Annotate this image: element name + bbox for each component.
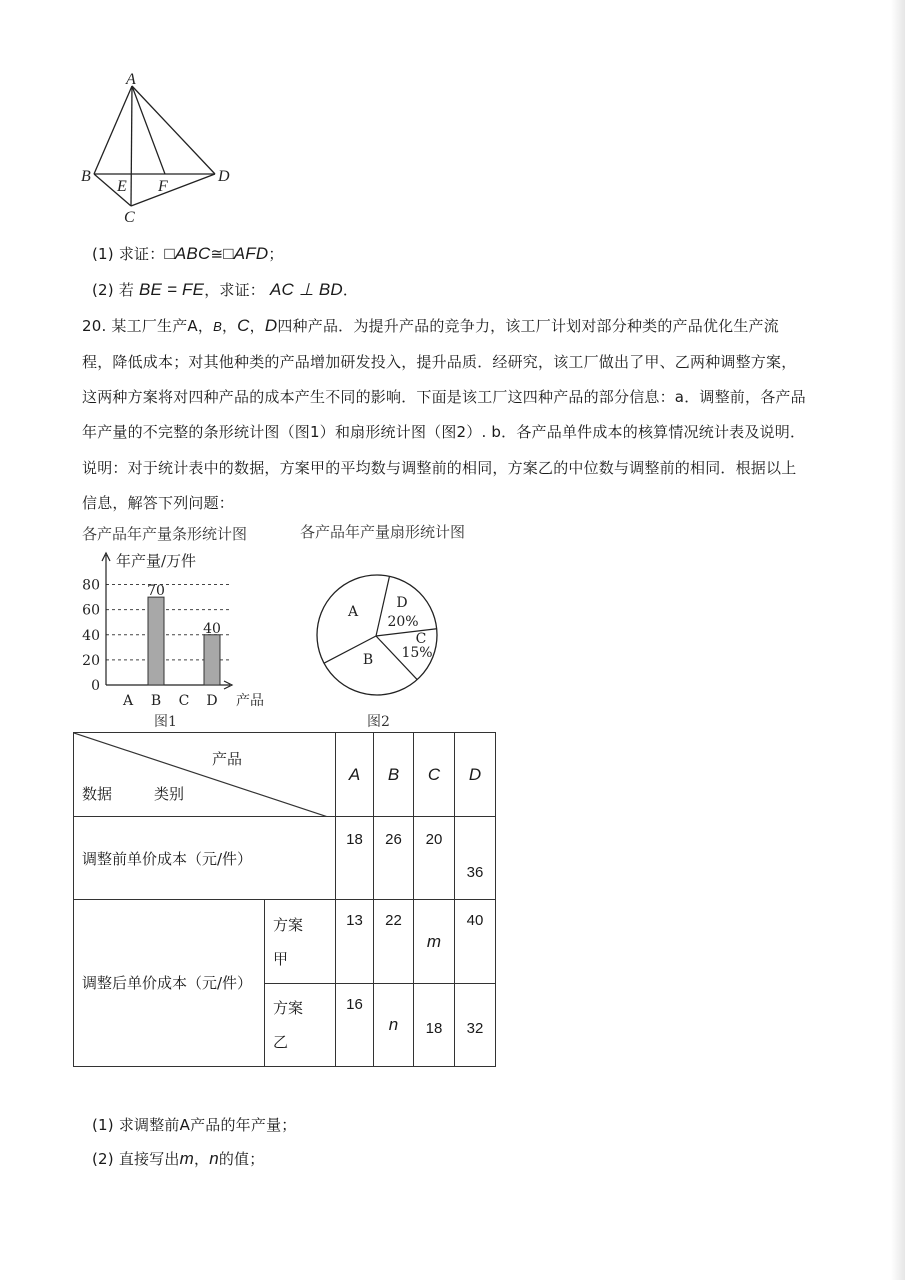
- bar-chart-title: 各产品年产量条形统计图: [82, 525, 248, 543]
- col-header-a: A: [336, 733, 374, 817]
- q20-line-1: 20. 某工厂生产A，B，C，D四种产品．为提升产品的竞争力，该工厂计划对部分种类的产品优化生产流: [82, 316, 779, 335]
- pie-label-c: C: [415, 631, 427, 647]
- y-axis-label: 年产量/万件: [116, 552, 197, 570]
- fig1-caption: 图1: [154, 714, 177, 730]
- cell-plan-b-c: 18: [414, 984, 455, 1067]
- pie-pct-d: 20%: [387, 614, 419, 630]
- cell-plan-a-b: 22: [374, 900, 414, 984]
- pie-label-a: A: [347, 604, 359, 620]
- cell-before-d: 36: [455, 817, 496, 900]
- label-e: E: [117, 178, 127, 195]
- q20-line-5: 说明：对于统计表中的数据，方案甲的平均数与调整前的相同，方案乙的中位数与调整前的相同．根据以上: [82, 459, 797, 477]
- question-2: (2) 直接写出m，n的值；: [92, 1149, 265, 1168]
- bar-D: [204, 635, 220, 685]
- x-tick-C: C: [178, 693, 190, 709]
- cell-before-c: 20: [414, 817, 455, 900]
- label-c: C: [124, 209, 135, 226]
- col-header-c: C: [414, 733, 455, 817]
- edge-ab: [94, 86, 132, 174]
- cell-plan-b-b: n: [374, 984, 414, 1067]
- row-after-label: 调整后单价成本（元/件）: [74, 900, 265, 1067]
- fig2-caption: 图2: [367, 714, 390, 730]
- y-tick-0: 0: [91, 678, 100, 694]
- pie-chart: [310, 570, 445, 705]
- q20-line-3: 这两种方案将对四种产品的成本产生不同的影响．下面是该工厂这四种产品的部分信息：a．调整前，各产品: [82, 388, 806, 406]
- plan-a-label: 方案 甲: [265, 900, 336, 984]
- cell-before-a: 18: [336, 817, 374, 900]
- triangle-figure: [70, 70, 270, 230]
- y-tick-60: 60: [82, 602, 100, 619]
- label-f: F: [158, 178, 168, 195]
- cost-table: [73, 732, 496, 1067]
- x-tick-A: A: [122, 693, 134, 709]
- x-tick-B: B: [150, 693, 162, 709]
- label-a: A: [126, 71, 136, 88]
- corner-category: 类别: [154, 785, 185, 803]
- data-label-D: 40: [203, 620, 221, 637]
- edge-cd: [131, 174, 215, 206]
- edge-ad: [132, 86, 215, 174]
- col-header-b: B: [374, 733, 414, 817]
- corner-cell: [74, 733, 336, 817]
- y-tick-20: 20: [82, 652, 100, 669]
- row-before-label: 调整前单价成本（元/件）: [74, 817, 336, 900]
- cell-plan-a-a: 13: [336, 900, 374, 984]
- q20-line-4: 年产量的不完整的条形统计图（图1）和扇形统计图（图2）. b．各产品单件成本的核算情况统计表及说明．: [82, 423, 806, 441]
- cell-plan-a-c: m: [414, 900, 455, 984]
- data-label-B: 70: [147, 583, 165, 600]
- q20-line-6: 信息，解答下列问题：: [82, 494, 235, 512]
- q20-line-2: 程，降低成本；对其他种类的产品增加研发投入，提升品质．经研究，该工厂做出了甲、乙两种调整方案，: [82, 353, 797, 371]
- page-edge-shadow: [891, 0, 905, 1280]
- cell-plan-b-a: 16: [336, 984, 374, 1067]
- cell-plan-b-d: 32: [455, 984, 496, 1067]
- bar-chart: [80, 545, 280, 715]
- pie-label-b: B: [362, 652, 374, 668]
- pie-pct-c: 15%: [401, 645, 433, 661]
- y-tick-80: 80: [82, 577, 100, 594]
- x-axis-label: 产品: [236, 693, 264, 709]
- label-b: B: [81, 168, 91, 185]
- corner-data: 数据: [82, 785, 113, 803]
- bar-B: [148, 597, 164, 685]
- q19-part2: (2) 若 BE = FE，求证： AC ⊥ BD．: [92, 280, 359, 299]
- pie-label-d: D: [396, 595, 408, 611]
- question-1: (1) 求调整前A产品的年产量；: [92, 1116, 297, 1134]
- edge-af: [132, 86, 165, 174]
- plan-b-label: 方案 乙: [265, 984, 336, 1067]
- corner-diagonal: [74, 733, 328, 817]
- q19-part1: (1) 求证：□ABC≅□AFD；: [92, 244, 284, 263]
- pie-chart-title: 各产品年产量扇形统计图: [300, 523, 466, 541]
- cell-before-b: 26: [374, 817, 414, 900]
- x-tick-D: D: [206, 693, 218, 709]
- corner-product: 产品: [212, 750, 243, 768]
- label-d: D: [218, 168, 230, 185]
- col-header-d: D: [455, 733, 496, 817]
- edge-ac: [131, 86, 132, 206]
- cell-plan-a-d: 40: [455, 900, 496, 984]
- y-tick-40: 40: [82, 627, 100, 644]
